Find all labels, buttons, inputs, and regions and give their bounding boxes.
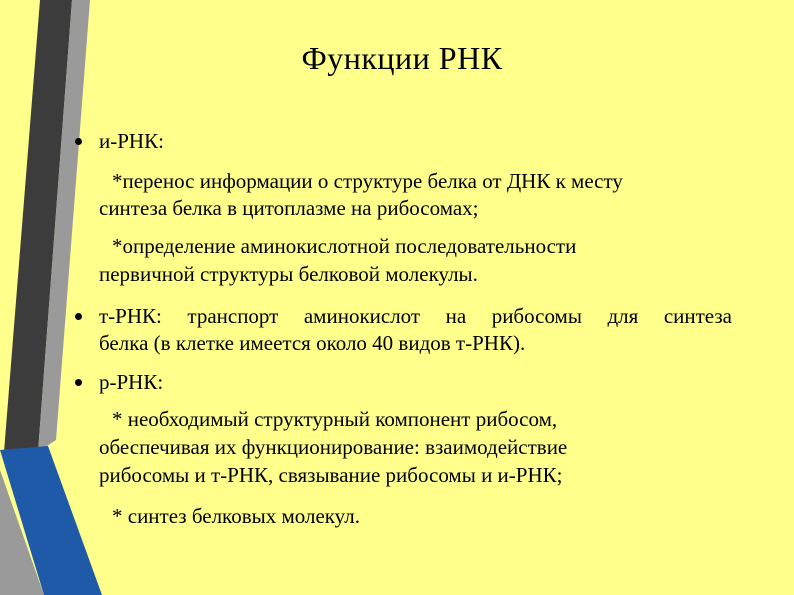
rrna-point-2-line-1: * синтез белковых молекул. xyxy=(112,504,360,528)
rrna-point-1-line-2: обеспечивая их функционирование: взаимодействие xyxy=(99,435,568,459)
bullet-rrna xyxy=(75,379,82,386)
rrna-point-1-line-3: рибосомы и т-РНК, связывание рибосомы и и-РНК; xyxy=(99,463,563,487)
rrna-point-1-line-1: * необходимый структурный компонент рибосом, xyxy=(112,407,558,431)
irna-label: и-РНК: xyxy=(99,129,164,153)
irna-point-2-line-2: первичной структуры белковой молекулы. xyxy=(99,262,478,286)
bullet-trna xyxy=(75,313,82,320)
slide-title: Функции РНК xyxy=(301,40,503,76)
bullet-irna xyxy=(75,138,82,145)
irna-point-1-line-1: *перенос информации о структуре белка от ДНК к месту xyxy=(112,169,623,193)
trna-line-1: т-РНК: транспорт аминокислот на рибосомы для синтеза xyxy=(99,304,732,328)
irna-point-2-line-1: *определение аминокислотной последовательности xyxy=(112,234,577,258)
trna-line-2: белка (в клетке имеется около 40 видов т-РНК). xyxy=(99,331,526,355)
rrna-label: р-РНК: xyxy=(99,370,164,394)
irna-point-1-line-2: синтеза белка в цитоплазме на рибосомах; xyxy=(99,196,479,220)
